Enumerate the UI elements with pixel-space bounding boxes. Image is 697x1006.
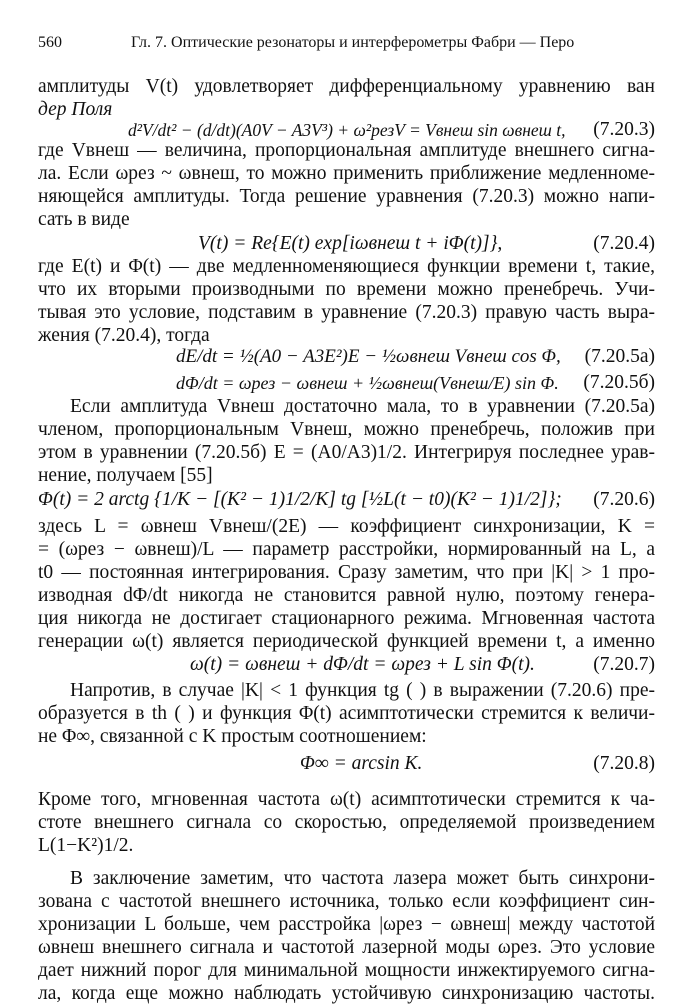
text-line: t0 — постоянная интегрирования. Сразу заметим, что при |K| > 1 про-: [38, 562, 655, 583]
text-line: хронизации L больше, чем расстройка |ωрез − ωвнеш| между частотой: [38, 914, 655, 935]
text-line: где E(t) и Φ(t) — две медленноменяющиеся функции времени t, такие,: [38, 256, 655, 277]
equation-number: (7.20.4): [593, 233, 655, 254]
equation: Φ(t) = 2 arctg {1/K − [(K² − 1)1/2/K] tg [½L(t − t0)(K² − 1)1/2]};: [38, 489, 562, 510]
text-line: образуется в th ( ) и функция Φ(t) асимптотически стремится к величи-: [38, 703, 655, 724]
text-line: Кроме того, мгновенная частота ω(t) асимптотически стремится к ча-: [38, 789, 655, 810]
text-line: дер Поля: [38, 99, 113, 120]
text-line: нение, получаем [55]: [38, 465, 213, 486]
text-line: Напротив, в случае |K| < 1 функция tg ( ) в выражении (7.20.6) пре-: [70, 680, 655, 701]
equation: dΦ/dt = ωрез − ωвнеш + ½ωвнеш(Vвнеш/E) sin Φ.: [176, 373, 559, 393]
text-line: жения (7.20.4), тогда: [38, 325, 210, 346]
text-line: изводная dΦ/dt никогда не становится равной нулю, поэтому генера-: [38, 585, 655, 606]
text-line: ωвнеш внешнего сигнала и частотой лазерной моды ωрез. Это условие: [38, 937, 655, 958]
text-line: тывая это условие, подставим в уравнение (7.20.3) правую часть выра-: [38, 302, 655, 323]
equation-number: (7.20.5а): [584, 346, 655, 367]
equation: ω(t) = ωвнеш + dΦ/dt = ωрез + L sin Φ(t).: [190, 654, 535, 675]
equation-number: (7.20.6): [593, 489, 655, 510]
text-line: сать в виде: [38, 209, 130, 230]
page-number: 560: [38, 34, 62, 51]
equation-number: (7.20.7): [593, 654, 655, 675]
text-line: членом, пропорциональным Vвнеш, можно пренебречь, положив при: [38, 419, 655, 440]
text-line: Если амплитуда Vвнеш достаточно мала, то в уравнении (7.20.5а): [70, 396, 655, 417]
equation: Φ∞ = arcsin K.: [300, 753, 423, 774]
text-line: ция никогда не достигает стационарного режима. Мгновенная частота: [38, 608, 655, 629]
text-line: где Vвнеш — величина, пропорциональная амплитуде внешнего сигна-: [38, 140, 655, 161]
text-line: дает нижний порог для минимальной мощности инжектируемого сигна-: [38, 960, 655, 981]
text-line: ла, когда еще можно наблюдать устойчивую синхронизацию частоты.: [38, 983, 655, 1004]
equation: d²V/dt² − (d/dt)(A0V − A3V³) + ω²резV = Vвнеш sin ωвнеш t,: [128, 120, 566, 140]
text-line: генерации ω(t) является периодической функцией времени t, а именно: [38, 631, 655, 652]
equation-number: (7.20.3): [593, 119, 655, 140]
equation-number: (7.20.5б): [583, 372, 655, 393]
text-line: = (ωрез − ωвнеш)/L — параметр расстройки, нормированный на L, а: [38, 539, 655, 560]
equation: V(t) = Re{E(t) exp[iωвнеш t + iΦ(t)]},: [198, 233, 503, 254]
text-line: няющейся амплитуды. Тогда решение уравнения (7.20.3) можно напи-: [38, 186, 655, 207]
text-line: не Φ∞, связанной с K простым соотношением:: [38, 726, 427, 747]
running-title: Гл. 7. Оптические резонаторы и интерферометры Фабри — Перо: [131, 34, 575, 51]
text-line: стоте внешнего сигнала со скоростью, определяемой произведением: [38, 812, 655, 833]
equation-number: (7.20.8): [593, 753, 655, 774]
text-line: этом в уравнении (7.20.5б) E = (A0/A3)1/2. Интегрируя последнее урав-: [38, 442, 655, 463]
text-line: амплитуды V(t) удовлетворяет дифференциальному уравнению ван: [38, 76, 655, 97]
text-line: L(1−K²)1/2.: [38, 835, 134, 856]
text-line: что их вторыми производными по времени можно пренебречь. Учи-: [38, 279, 655, 300]
text-line: зована с частотой внешнего источника, только если коэффициент син-: [38, 891, 655, 912]
text-line: В заключение заметим, что частота лазера может быть синхрони-: [70, 868, 655, 889]
equation: dE/dt = ½(A0 − A3E²)E − ½ωвнеш Vвнеш cos Φ,: [176, 346, 561, 367]
text-line: здесь L = ωвнеш Vвнеш/(2E) — коэффициент синхронизации, K =: [38, 516, 655, 537]
text-line: ла. Если ωрез ~ ωвнеш, то можно применить приближение медленноме-: [38, 163, 655, 184]
